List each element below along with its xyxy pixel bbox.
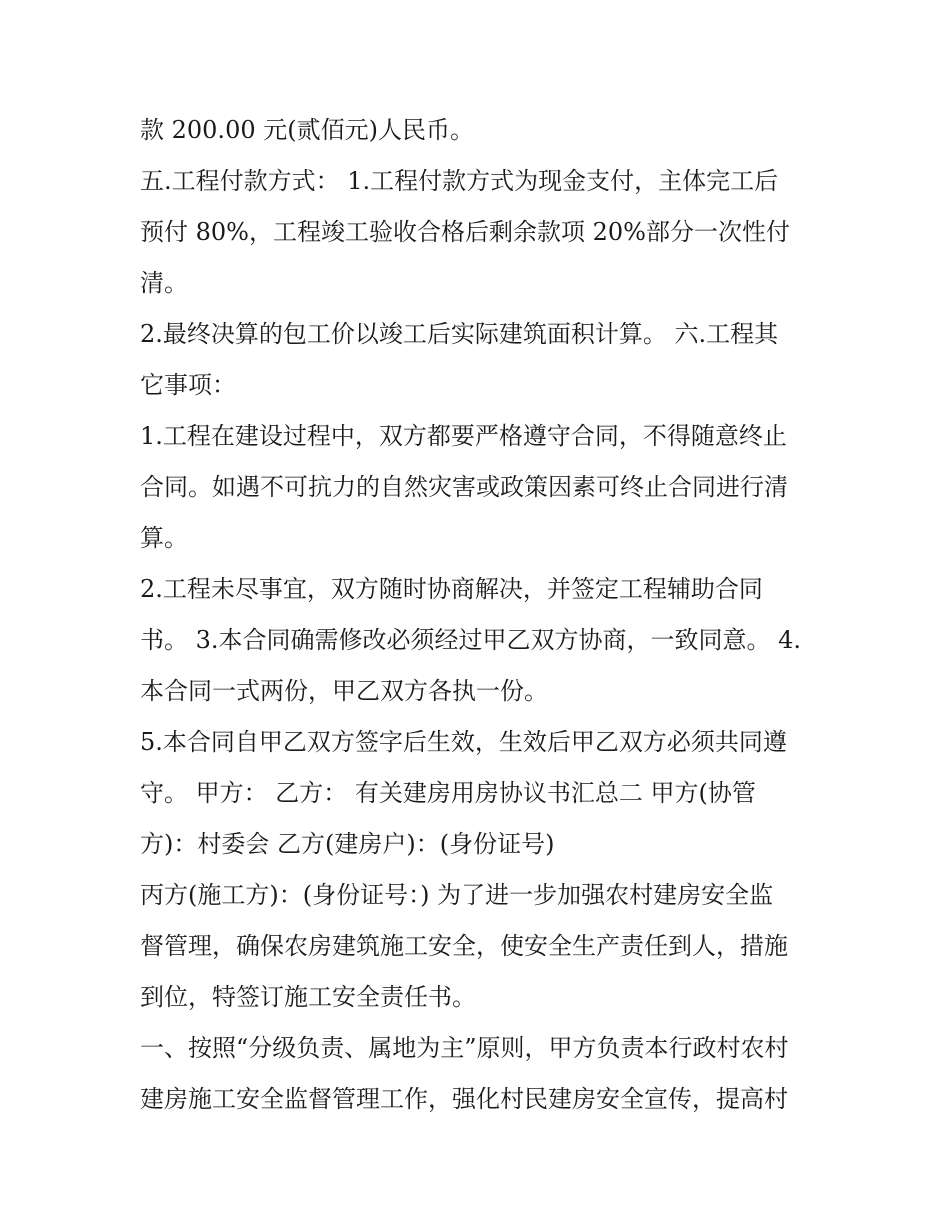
document-body bbox=[140, 105, 820, 1125]
text-line: 书。 3.本合同确需修改必须经过甲乙双方协商，一致同意。 4. bbox=[140, 626, 802, 654]
text-line: 1.工程在建设过程中，双方都要严格遵守合同，不得随意终止 bbox=[140, 422, 787, 450]
text-line: 5.本合同自甲乙双方签字后生效，生效后甲乙双方必须共同遵 bbox=[140, 728, 787, 756]
text-line: 五.工程付款方式： 1.工程付款方式为现金支付，主体完工后 bbox=[140, 167, 779, 195]
text-line: 2.最终决算的包工价以竣工后实际建筑面积计算。 六.工程其 bbox=[140, 320, 779, 348]
text-line: 算。 bbox=[140, 524, 188, 552]
text-line: 方)：村委会 乙方(建房户)：(身份证号) bbox=[140, 830, 555, 858]
text-line: 建房施工安全监督管理工作，强化村民建房安全宣传，提高村 bbox=[140, 1085, 788, 1113]
text-line: 本合同一式两份，甲乙双方各执一份。 bbox=[140, 677, 548, 705]
text-line: 到位，特签订施工安全责任书。 bbox=[140, 983, 476, 1011]
text-line: 它事项： bbox=[140, 371, 236, 399]
text-line: 丙方(施工方)：(身份证号：) 为了进一步加强农村建房安全监 bbox=[140, 881, 774, 909]
text-line: 清。 bbox=[140, 269, 188, 297]
text-line: 2.工程未尽事宜，双方随时协商解决，并签定工程辅助合同 bbox=[140, 575, 763, 603]
text-line: 一、按照“分级负责、属地为主”原则，甲方负责本行政村农村 bbox=[140, 1034, 789, 1062]
text-line: 款 200.00 元(贰佰元)人民币。 bbox=[140, 116, 474, 144]
text-line: 守。 甲方： 乙方： 有关建房用房协议书汇总二 甲方(协管 bbox=[140, 779, 756, 807]
text-line: 合同。如遇不可抗力的自然灾害或政策因素可终止合同进行清 bbox=[140, 473, 788, 501]
text-line: 督管理，确保农房建筑施工安全，使安全生产责任到人，措施 bbox=[140, 932, 788, 960]
text-line: 预付 80%，工程竣工验收合格后剩余款项 20%部分一次性付 bbox=[140, 218, 790, 246]
